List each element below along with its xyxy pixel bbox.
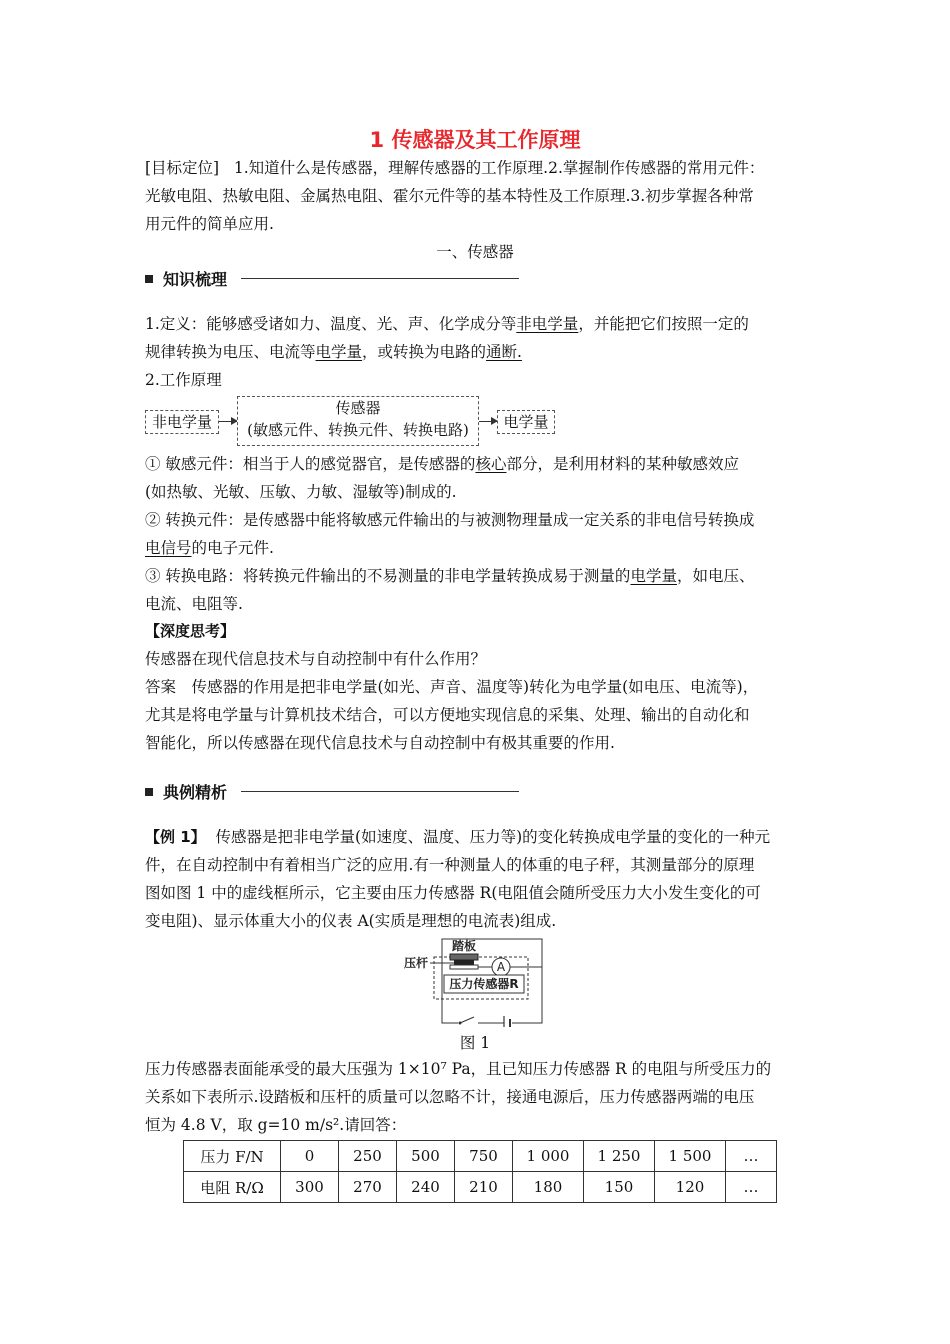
rod-label: 压杆 <box>403 956 429 970</box>
table-cell: 150 <box>584 1172 655 1203</box>
deep-thinking-question: 传感器在现代信息技术与自动控制中有什么作用？ <box>145 650 487 668</box>
example-1-continued: 压力传感器表面能承受的最大压强为 1×10⁷ Pa，且已知压力传感器 R 的电阻与所受压力的 关系如下表所示.设踏板和压杆的质量可以忽略不计，接通电源后，压力传感器两端的电压 恒为 4.8 V，取 g=10 m/s².请回答： <box>145 1060 772 1134</box>
table-row <box>184 1172 777 1203</box>
arrow-icon <box>219 421 237 422</box>
subsection-heading: 一、传感器 <box>436 243 514 261</box>
principle-label: 2.工作原理 <box>145 371 222 389</box>
table-cell: 300 <box>281 1172 339 1203</box>
table-cell: 250 <box>339 1141 397 1172</box>
objectives-label: [目标定位] <box>145 159 220 177</box>
table-cell: 180 <box>513 1172 584 1203</box>
objectives-line-1: [目标定位] 1.知道什么是传感器，理解传感器的工作原理.2.掌握制作传感器的常用元件： <box>145 159 765 177</box>
table-cell: 210 <box>455 1172 513 1203</box>
pedal-plate <box>450 954 478 960</box>
table-cell: 1 500 <box>655 1141 726 1172</box>
example-label: 【例 1】 <box>145 828 206 846</box>
pressure-sensor-label: 压力传感器R <box>449 977 519 991</box>
table-cell: 240 <box>397 1172 455 1203</box>
flow-box-nonelectrical: 非电学量 <box>145 410 219 434</box>
table-cell: 500 <box>397 1141 455 1172</box>
table-cell: 270 <box>339 1172 397 1203</box>
deep-thinking-label: 【深度思考】 <box>145 622 236 640</box>
table-cell: 1 000 <box>513 1141 584 1172</box>
square-bullet-icon <box>145 275 153 283</box>
table-cell: 750 <box>455 1141 513 1172</box>
arrow-icon <box>479 421 497 422</box>
pressure-rod <box>454 960 474 965</box>
section-heading-knowledge: 知识梳理 <box>145 267 519 290</box>
objectives <box>145 154 810 238</box>
objectives-line-3: 用元件的简单应用. <box>145 215 274 233</box>
figure-caption: 图 1 <box>459 1034 491 1052</box>
scale-circuit-figure <box>400 935 550 1027</box>
page-title: 1 传感器及其工作原理 <box>369 128 581 152</box>
table-cell: … <box>726 1141 777 1172</box>
heading-rule <box>241 791 519 793</box>
flow-box-electrical: 电学量 <box>497 410 555 434</box>
table-cell: 电阻 R/Ω <box>184 1172 281 1203</box>
table-cell: … <box>726 1172 777 1203</box>
heading-rule <box>241 278 519 280</box>
table-row <box>184 1141 777 1172</box>
table-cell: 1 250 <box>584 1141 655 1172</box>
component-descriptions: ① 敏感元件：相当于人的感觉器官，是传感器的核心部分，是利用材料的某种敏感效应 (如热敏、光敏、压敏、力敏、湿敏等)制成的. ② 转换元件：是传感器中能将敏感元件输出的与被测物理量成一定关系的非电信号转换成 电信号的电子元件. ③ 转换电路：将转换元件输出的不易测量的非电学量转换成易于测量的电学量，如电压、 电流、电阻等. <box>145 455 755 613</box>
square-bullet-icon <box>145 788 153 796</box>
example-1: 【例 1】 传感器是把非电学量(如速度、温度、压力等)的变化转换成电学量的变化的一种元 件，在自动控制中有着相当广泛的应用.有一种测量人的体重的电子秤，其测量部分的原理 图如图 1 中的虚线框所示，它主要由压力传感器 R(电阻值会随所受压力大小发生变化的可 变电阻)、显示体重大小的仪表 A(实质是理想的电流表)组成. <box>145 828 771 930</box>
sensor-surface <box>450 965 478 969</box>
table-cell: 压力 F/N <box>184 1141 281 1172</box>
definition: 1.定义：能够感受诸如力、温度、光、声、化学成分等非电学量，并能把它们按照一定的 规律转换为电压、电流等电学量，或转换为电路的通断. 2.工作原理 <box>145 310 810 394</box>
section-heading-examples: 典例精析 <box>145 780 519 803</box>
pressure-resistance-table <box>183 1140 777 1203</box>
objectives-line-2: 光敏电阻、热敏电阻、金属热电阻、霍尔元件等的基本特性及工作原理.3.初步掌握各种常 <box>145 187 754 205</box>
table-cell: 0 <box>281 1141 339 1172</box>
table-cell: 120 <box>655 1172 726 1203</box>
deep-thinking: 【深度思考】 传感器在现代信息技术与自动控制中有什么作用？ 答案 传感器的作用是把非电学量(如光、声音、温度等)转化为电学量(如电压、电流等)， 尤其是将电学量与计算机技术结合，可以方便地实现信息的采集、处理、输出的自动化和 智能化，所以传感器在现代信息技术与自动控制中有极其重要的作用. <box>145 617 810 757</box>
ammeter-label: A <box>496 960 506 974</box>
flow-box-sensor: 传感器 (敏感元件、转换元件、转换电路) <box>237 396 479 446</box>
pedal-label: 踏板 <box>451 939 477 953</box>
